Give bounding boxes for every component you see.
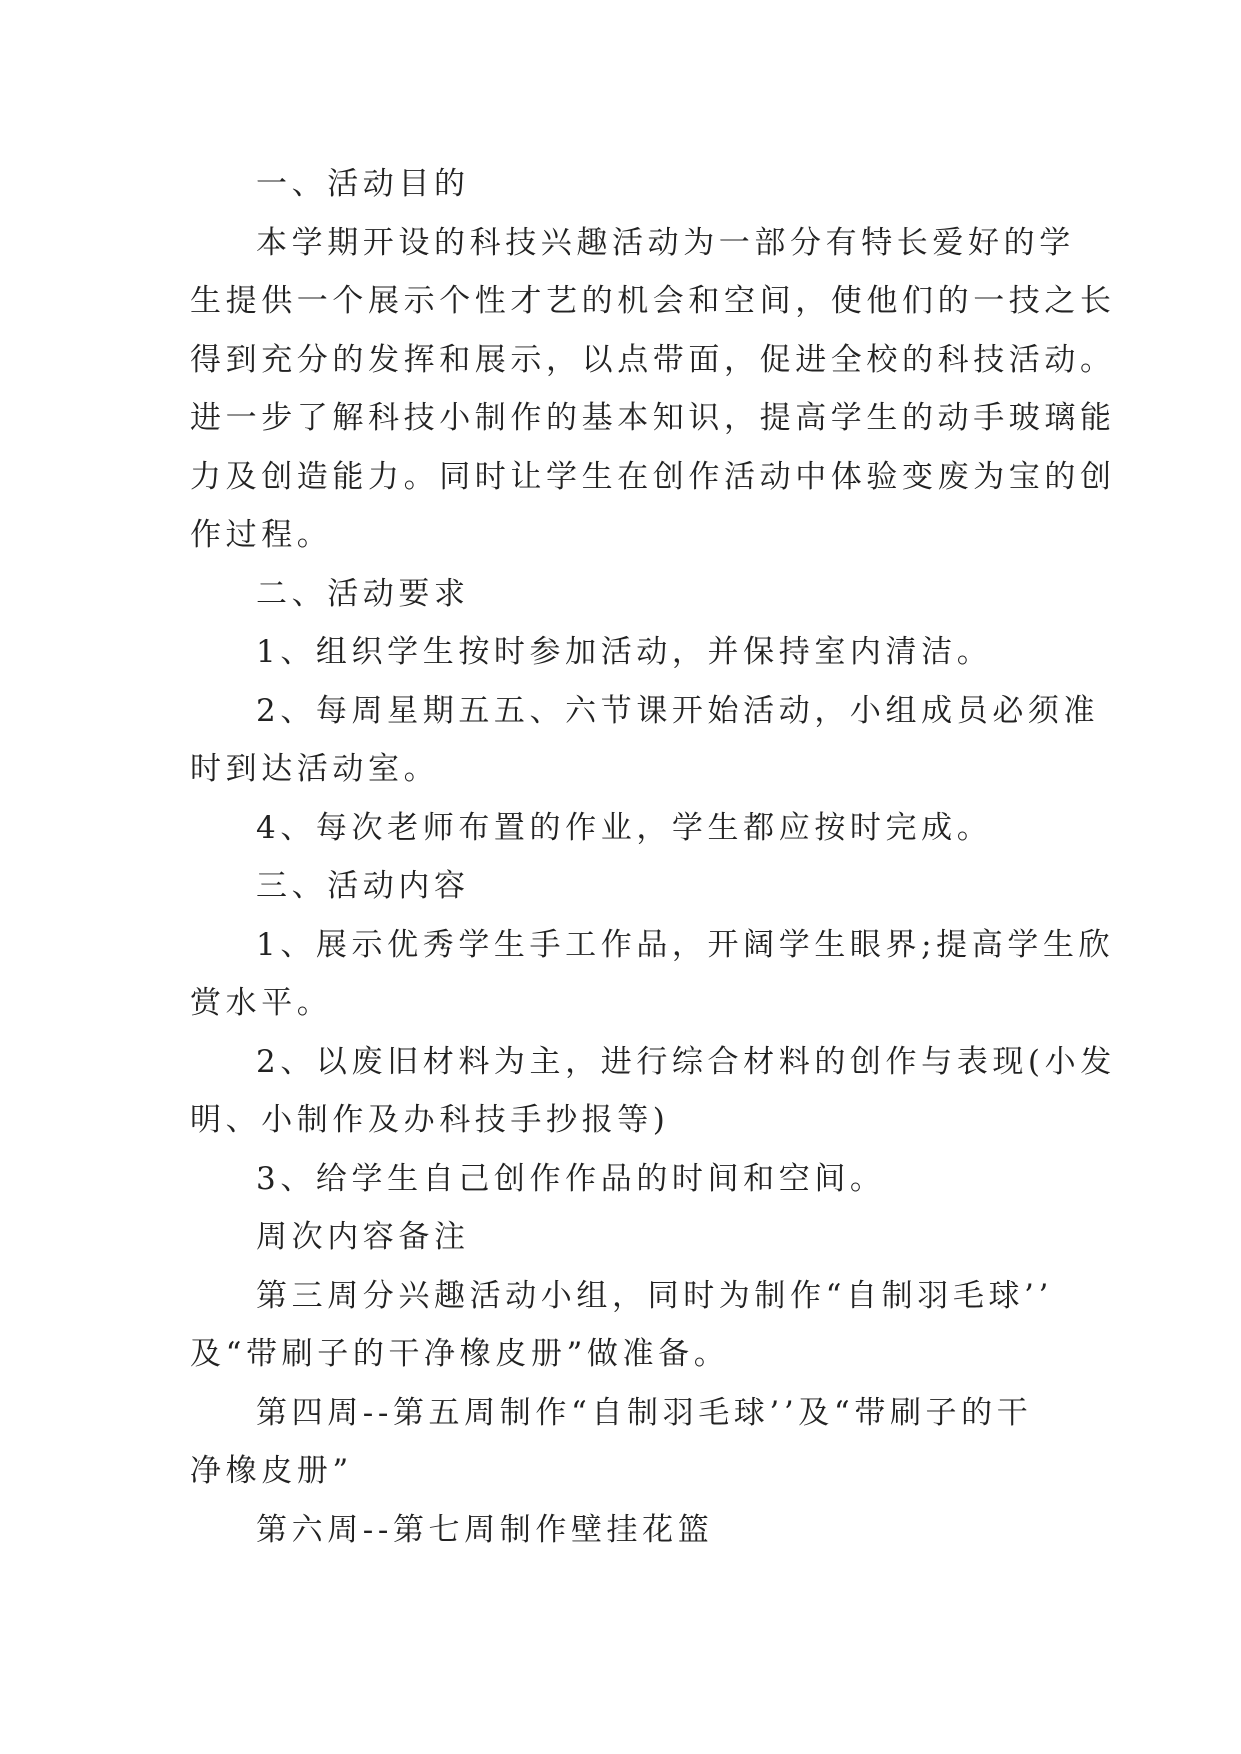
document-body xyxy=(190,155,1116,1559)
paragraph-line: 力及创造能力。同时让学生在创作活动中体验变废为宝的创 xyxy=(190,458,1116,495)
paragraph-line: 作过程。 xyxy=(190,517,333,553)
list-item: 1、展示优秀学生手工作品，开阔学生眼界;提高学生欣 xyxy=(256,926,1115,963)
heading-activity-requirements: 二、活动要求 xyxy=(256,575,470,612)
list-item: 1、组织学生按时参加活动，并保持室内清洁。 xyxy=(256,634,993,670)
paragraph-line: 明、小制作及办科技手抄报等) xyxy=(190,1102,670,1138)
list-item: 2、每周星期五五、六节课开始活动，小组成员必须准 xyxy=(256,692,1100,729)
heading-activity-content: 三、活动内容 xyxy=(256,868,470,904)
paragraph-line: 赏水平。 xyxy=(190,985,333,1021)
paragraph-line: 本学期开设的科技兴趣活动为一部分有特长爱好的学 xyxy=(256,224,1075,261)
schedule-item: 第四周--第五周制作“自制羽毛球’’及“带刷子的干 xyxy=(256,1394,1033,1431)
schedule-item: 第六周--第七周制作壁挂花篮 xyxy=(256,1511,714,1548)
paragraph-line: 进一步了解科技小制作的基本知识，提高学生的动手玻璃能 xyxy=(190,400,1116,436)
paragraph-line: 得到充分的发挥和展示，以点带面，促进全校的科技活动。 xyxy=(190,341,1116,378)
paragraph-line: 时到达活动室。 xyxy=(190,751,440,787)
paragraph-line: 生提供一个展示个性才艺的机会和空间，使他们的一技之长 xyxy=(190,283,1116,319)
heading-activity-purpose: 一、活动目的 xyxy=(256,166,470,202)
paragraph-line: 及“带刷子的干净橡皮册”做准备。 xyxy=(190,1336,730,1372)
schedule-header: 周次内容备注 xyxy=(256,1219,470,1255)
list-item: 2、以废旧材料为主，进行综合材料的创作与表现(小发 xyxy=(256,1043,1116,1080)
schedule-item: 第三周分兴趣活动小组，同时为制作“自制羽毛球’’ xyxy=(256,1277,1053,1314)
list-item: 3、给学生自己创作作品的时间和空间。 xyxy=(256,1160,886,1197)
paragraph-line: 净橡皮册” xyxy=(190,1453,353,1489)
list-item: 4、每次老师布置的作业，学生都应按时完成。 xyxy=(256,809,993,846)
